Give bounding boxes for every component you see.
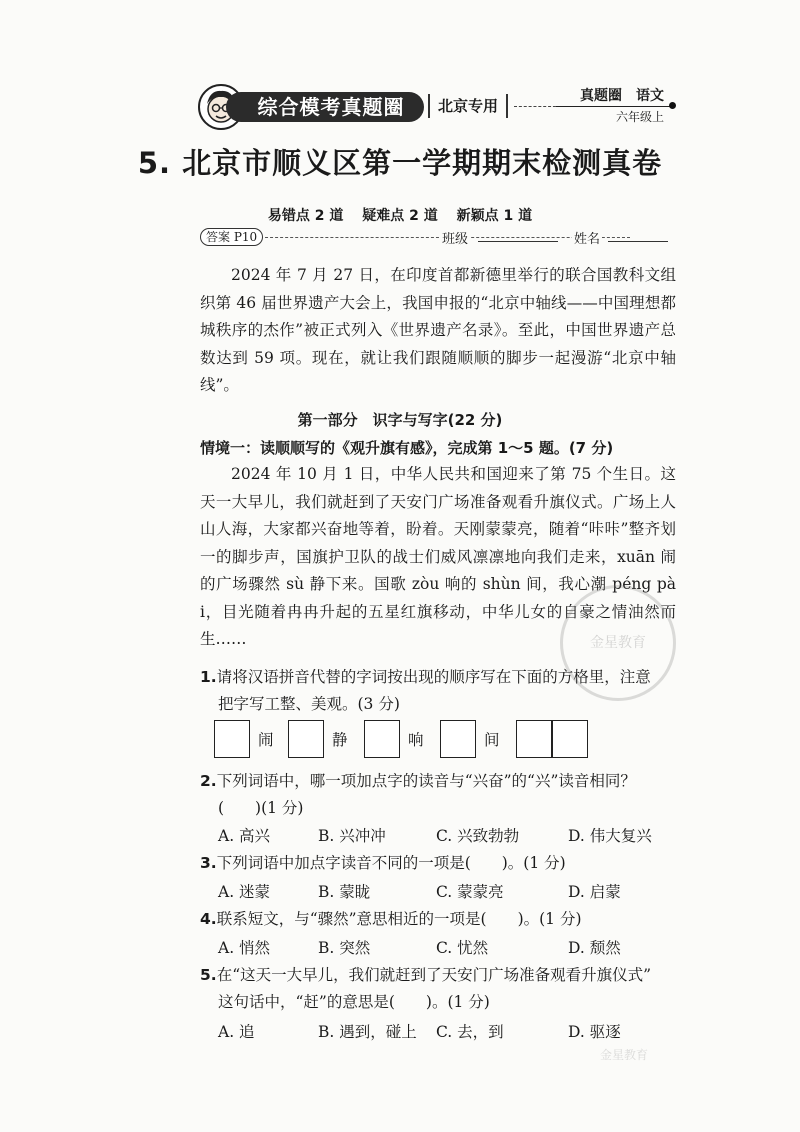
meta-line bbox=[200, 228, 666, 246]
option-a[interactable]: A. 高兴 bbox=[218, 827, 271, 845]
reading-passage: 2024 年 10 月 1 日，中华人民共和国迎来了第 75 个生日。这天一大早儿，我们就赶到了天安门广场准备观看升旗仪式。广场上人山人海，大家都兴奋地等着，盼着。天刚蒙蒙亮，随着“咔咔”整齐划一的脚步声，国旗护卫队的战士们威风凛凛地向我们走来，xuān 闹的广场骤然 sù 静下来。国歌 zòu 响的 shùn 间，我心潮 péng pài，目光随着冉冉升起的五星红旗移动，中华儿女的自豪之情油然而生…… bbox=[200, 465, 676, 648]
question-number: 4. bbox=[200, 910, 217, 928]
answer-box[interactable] bbox=[516, 720, 552, 758]
grade-label: 六年级上 bbox=[615, 110, 664, 124]
class-label: 班级 bbox=[440, 228, 470, 247]
watermark-stamp: 金星教育 bbox=[600, 1048, 649, 1062]
answer-box[interactable] bbox=[440, 720, 476, 758]
question-text: 下列词语中加点字读音不同的一项是( )。(1 分) bbox=[216, 854, 566, 872]
grid-label: 间 bbox=[484, 731, 500, 749]
name-label: 姓名 bbox=[572, 228, 602, 247]
options-q5 bbox=[218, 1020, 678, 1046]
option-c[interactable]: C. 去，到 bbox=[436, 1023, 504, 1041]
option-a[interactable]: A. 悄然 bbox=[218, 939, 271, 957]
answer-page-tag: 答案 P10 bbox=[200, 228, 263, 246]
name-field[interactable] bbox=[608, 241, 668, 242]
question-text: 在“这天一大早儿，我们就赶到了天安门广场准备观看升旗仪式” bbox=[216, 966, 652, 984]
answer-box[interactable] bbox=[288, 720, 324, 758]
answer-box[interactable] bbox=[552, 720, 588, 758]
option-d[interactable]: D. 启蒙 bbox=[568, 883, 621, 901]
page-title: 5. 北京市顺义区第一学期期末检测真卷 bbox=[137, 146, 663, 180]
question-tallies bbox=[0, 205, 800, 225]
options-q2 bbox=[218, 824, 678, 850]
option-c[interactable]: C. 兴致勃勃 bbox=[436, 827, 520, 845]
grid-label: 闹 bbox=[258, 731, 274, 749]
question-text: 下列词语中，哪一项加点字的读音与“兴奋”的“兴”读音相同？ bbox=[216, 772, 636, 790]
question-number: 5. bbox=[200, 966, 217, 984]
option-c[interactable]: C. 蒙蒙亮 bbox=[436, 883, 504, 901]
question-text-cont: 这句话中，“赶”的意思是( )。(1 分) bbox=[218, 993, 490, 1011]
subject-label: 真题圈 语文 bbox=[556, 86, 672, 107]
section-heading: 第一部分 识字与写字(22 分) bbox=[297, 411, 503, 429]
tally-difficult: 疑难点 2 道 bbox=[362, 208, 438, 224]
option-b[interactable]: B. 兴冲冲 bbox=[318, 827, 386, 845]
question-4 bbox=[200, 906, 680, 933]
option-c[interactable]: C. 忧然 bbox=[436, 939, 489, 957]
series-title: 综合模考真题圈 bbox=[226, 92, 424, 122]
edition-label: 北京专用 bbox=[428, 94, 508, 118]
question-number: 2. bbox=[200, 772, 217, 790]
answer-box[interactable] bbox=[364, 720, 400, 758]
class-field[interactable] bbox=[478, 241, 558, 242]
bullet-dot-icon bbox=[669, 102, 676, 109]
question-1 bbox=[200, 664, 680, 718]
answer-grid bbox=[214, 720, 594, 760]
options-q3 bbox=[218, 880, 678, 906]
question-3 bbox=[200, 850, 680, 877]
grid-label: 静 bbox=[332, 731, 348, 749]
question-5 bbox=[200, 962, 680, 1016]
question-text-cont: 把字写工整、美观。(3 分) bbox=[218, 695, 400, 713]
watermark-stamp: 金星教育 bbox=[560, 585, 676, 701]
question-number: 1. bbox=[200, 668, 217, 686]
tally-novel: 新颖点 1 道 bbox=[456, 208, 533, 224]
option-d[interactable]: D. 颓然 bbox=[568, 939, 621, 957]
answer-paren[interactable]: ( )(1 分) bbox=[218, 799, 304, 817]
option-a[interactable]: A. 迷蒙 bbox=[218, 883, 271, 901]
option-d[interactable]: D. 驱逐 bbox=[568, 1023, 621, 1041]
series-header bbox=[196, 84, 674, 130]
tally-easy-errors: 易错点 2 道 bbox=[267, 208, 344, 224]
subject-block bbox=[556, 86, 672, 127]
scene-heading: 情境一：读顺顺写的《观升旗有感》，完成第 1～5 题。(7 分) bbox=[200, 439, 614, 457]
question-number: 3. bbox=[200, 854, 217, 872]
grid-label: 响 bbox=[408, 731, 424, 749]
options-q4 bbox=[218, 936, 678, 962]
question-text: 请将汉语拼音代替的字词按出现的顺序写在下面的方格里，注意 bbox=[216, 668, 651, 686]
option-a[interactable]: A. 追 bbox=[218, 1023, 255, 1041]
option-b[interactable]: B. 蒙眬 bbox=[318, 883, 371, 901]
intro-paragraph: 2024 年 7 月 27 日，在印度首都新德里举行的联合国教科文组织第 46 届世界遗产大会上，我国申报的“北京中轴线——中国理想都城秩序的杰作”被正式列入《世界遗产名录》。至此，中国世界遗产总数达到 59 项。现在，就让我们跟随顺顺的脚步一起漫游“北京中轴线”。 bbox=[200, 266, 676, 394]
option-b[interactable]: B. 遇到，碰上 bbox=[318, 1023, 417, 1041]
answer-box[interactable] bbox=[214, 720, 250, 758]
option-d[interactable]: D. 伟大复兴 bbox=[568, 827, 652, 845]
question-2 bbox=[200, 768, 680, 822]
option-b[interactable]: B. 突然 bbox=[318, 939, 371, 957]
question-text: 联系短文，与“骤然”意思相近的一项是( )。(1 分) bbox=[216, 910, 582, 928]
